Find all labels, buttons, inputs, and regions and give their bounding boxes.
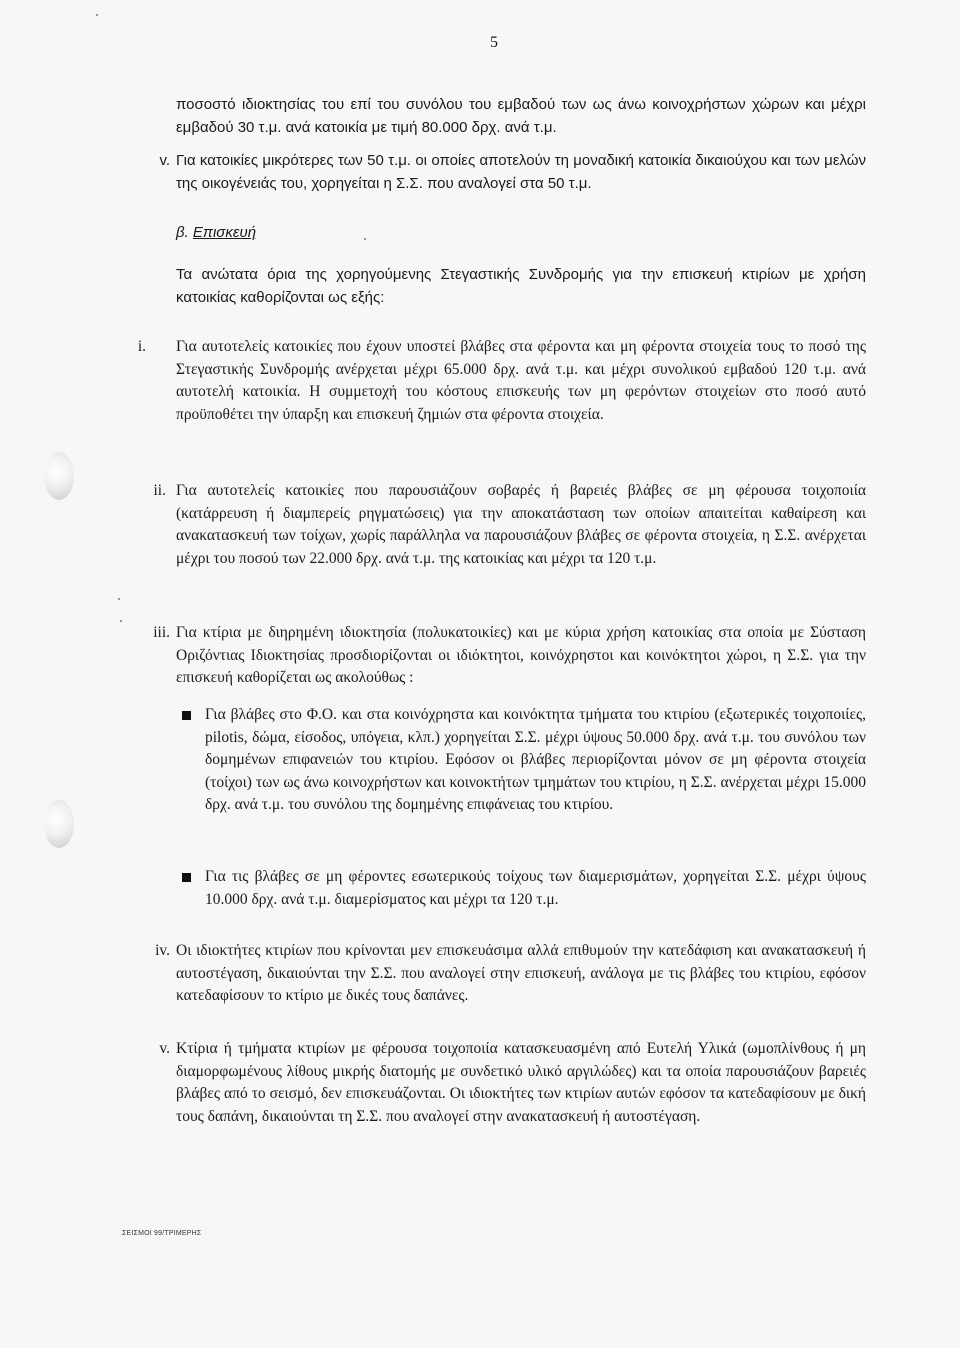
item-iv-marker: iv. [155,942,170,959]
item-v-text: Κτίρια ή τμήματα κτιρίων με φέρουσα τοιχοποιία κατασκευασμένη από Ευτελή Υλικά (ωμοπλίνθους ή μη διαμορφωμένους λίθους μικρής διατομής με συνδετικό υλικό αργιλώδες) και τα οποία παρουσιάζουν βαρειές βλάβες από το σεισμό, δεν επισκευάζονται. Οι ιδιοκτήτες των κτιρίων αυτών εφόσον τα κατεδαφίσουν με δική τους δαπάνη, δικαιούνται τη Σ.Σ. που αναλογεί στην ανακατασκευή ή αυτοστέγαση. [176,1040,866,1125]
item-v-paragraph [176,1038,866,1128]
item-i-marker: i. [137,338,146,355]
item-ii-marker: ii. [153,482,166,499]
item-iii-paragraph [176,622,866,690]
section-b-title: Επισκευή [192,224,257,241]
item-iii-text: Για κτίρια με διηρημένη ιδιοκτησία (πολυκατοικίες) και με κύρια χρήση κατοικίας στα οποία με Σύσταση Οριζόντιας Ιδιοκτησίας προσδιορίζονται οι ιδιόκτητοι, κοινόχρηστοι και κοινόκτητοι χώροι, η Σ.Σ. για την επισκευή καθορίζεται ως ακολούθως : [176,624,866,686]
bullet-1-text: Για βλάβες στο Φ.Ο. και στα κοινόχρηστα και κοινόκτητα τμήματα του κτιρίου (εξωτερικές τοιχοποιίες, pilotis, δώμα, είσοδος, υπόγεια, κλπ.) χορηγείται Σ.Σ. μέχρι ύψους 50.000 δρχ. ανά τ.μ. του συνόλου των δομημένων επιφανειών του κτιρίου. Εφόσον οι βλάβες περιορίζονται μόνον σε μη φέροντα στοιχεία (τοίχοι) των ως άνω κοινοχρήστων και κοινοκτήτων τμημάτων του κτιρίου, η Σ.Σ. ανέρχεται μέχρι 15.000 δρχ. ανά τ.μ. του συνόλου της δομημένης επιφάνειας του κτιρίου. [205,706,866,813]
section-b-intro [176,264,866,309]
item-v-a-paragraph [176,150,866,195]
square-bullet-icon [182,711,191,720]
scan-speck [96,14,98,16]
item-iii-marker: iii. [153,624,170,641]
scan-speck [118,598,120,600]
scan-speck [120,620,122,622]
section-b-marker: β. [176,224,189,241]
intro-paragraph [176,94,866,139]
item-iv-paragraph [176,940,866,1008]
punch-hole-top [44,452,74,500]
item-i-text: Για αυτοτελείς κατοικίες που έχουν υποστεί βλάβες στα φέροντα και μη φέροντα στοιχεία τους το ποσό της Στεγαστικής Συνδρομής ανέρχεται μέχρι 65.000 δρχ. ανά τ.μ. και μέχρι συνολικού εμβαδού 120 τ.μ. ανά αυτοτελή κατοικία. Η συμμετοχή του κόστους επισκευής των μη φερόντων στοιχείων στο ποσό αυτό προϋποθέτει την ύπαρξη και επισκευή ζημιών στα φέροντα στοιχεία. [176,338,866,423]
bullet-2-text: Για τις βλάβες σε μη φέροντες εσωτερικούς τοίχους των διαμερισμάτων, χορηγείται Σ.Σ. μέχρι ύψους 10.000 δρχ. ανά τ.μ. διαμερίσματος και μέχρι τα 120 τ.μ. [205,868,866,908]
section-b-heading [176,222,256,245]
item-ii-paragraph [176,480,866,570]
punch-hole-bottom [44,800,74,848]
section-b-intro-text: Τα ανώτατα όρια της χορηγούμενης Στεγαστικής Συνδρομής για την επισκευή κτιρίων με χρήση κατοικίας καθορίζονται ως εξής: [176,266,866,306]
item-v-a-text: Για κατοικίες μικρότερες των 50 τ.μ. οι οποίες αποτελούν τη μοναδική κατοικία δικαιούχου και των μελών της οικογένειάς του, χορηγείται η Σ.Σ. που αναλογεί στα 50 τ.μ. [176,152,866,192]
item-iv-text: Οι ιδιοκτήτες κτιρίων που κρίνονται μεν επισκευάσιμα αλλά επιθυμούν την κατεδάφιση και ανακατασκευή ή αυτοστέγαση, δικαιούνται την Σ.Σ. που αναλογεί στην επισκευή, ανάλογα με τις βλάβες του κτιρίου, εφόσον κατεδαφίσουν το κτίριο με δικές τους δαπάνες. [176,942,866,1004]
item-v-a-marker: v. [159,152,170,169]
scan-speck [364,238,366,240]
bullet-2-paragraph [205,866,866,911]
item-i-paragraph [176,336,866,426]
bullet-1-paragraph [205,704,866,817]
item-v-marker: v. [159,1040,170,1057]
intro-text: ποσοστό ιδιοκτησίας του επί του συνόλου του εμβαδού των ως άνω κοινοχρήστων χώρων και μέχρι εμβαδού 30 τ.μ. ανά κατοικία με τιμή 80.000 δρχ. ανά τ.μ. [176,96,866,136]
footer-code: ΣΕΙΣΜΟΙ 99/ΤΡΙΜΕΡΗΣ [122,1230,202,1237]
item-ii-text: Για αυτοτελείς κατοικίες που παρουσιάζουν σοβαρές ή βαρειές βλάβες σε μη φέρουσα τοιχοποιία (κατάρρευση ή διαμπερείς ρηγματώσεις) για την αποκατάσταση των οποίων απαιτείται καθαίρεση και ανακατασκευή των τοίχων, χωρίς παράλληλα να παρουσιάζουν βλάβες σε φέροντα στοιχεία, η Σ.Σ. ανέρχεται μέχρι του ποσού των 22.000 δρχ. ανά τ.μ. της κατοικίας και μέχρι τα 120 τ.μ. [176,482,866,567]
square-bullet-icon [182,873,191,882]
page-number: 5 [490,34,498,51]
